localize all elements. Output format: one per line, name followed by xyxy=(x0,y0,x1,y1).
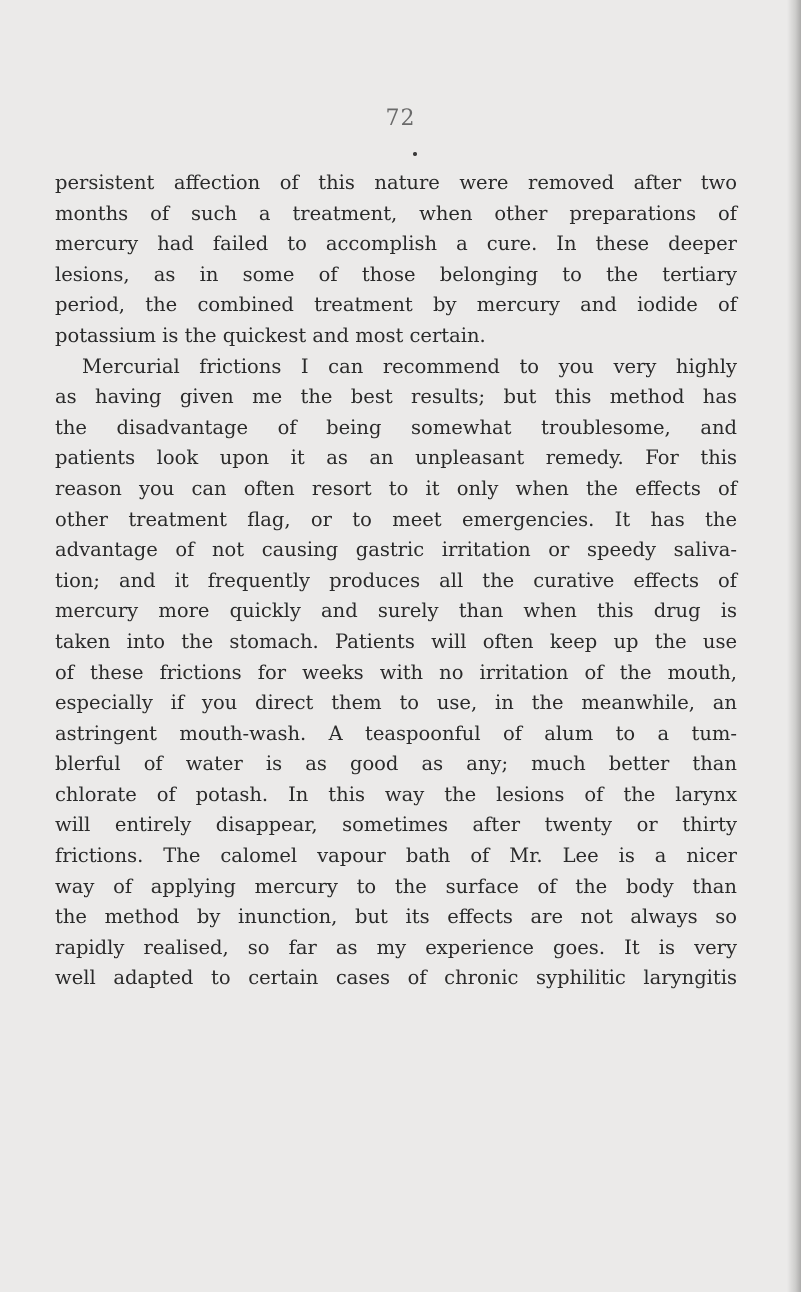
text-line: of these frictions for weeks with no irritation of the mouth, xyxy=(55,660,737,684)
text-line: blerful of water is as good as any; much better than xyxy=(55,752,737,776)
ink-dot xyxy=(413,152,417,156)
text-line: months of such a treatment, when other preparations of xyxy=(55,201,737,225)
page-number: 72 xyxy=(385,106,416,131)
text-line: will entirely disappear, sometimes after twenty or thirty xyxy=(55,813,737,837)
text-line: mercury more quickly and surely than when this drug is xyxy=(55,599,737,623)
text-line: lesions, as in some of those belonging to the tertiary xyxy=(55,262,737,286)
text-line: rapidly realised, so far as my experience goes. It is very xyxy=(55,935,737,959)
body-text xyxy=(55,168,737,994)
text-line: as having given me the best results; but this method has xyxy=(55,385,737,409)
text-line: way of applying mercury to the surface of the body than xyxy=(55,874,737,898)
text-line: persistent affection of this nature were removed after two xyxy=(55,171,737,194)
page-edge-shadow xyxy=(787,0,801,1292)
text-line: other treatment flag, or to meet emergencies. It has the xyxy=(55,507,737,531)
text-line: especially if you direct them to use, in the meanwhile, an xyxy=(55,691,737,715)
text-line: well adapted to certain cases of chronic syphilitic laryngitis xyxy=(55,966,737,990)
text-line: taken into the stomach. Patients will often keep up the use xyxy=(55,629,737,653)
text-line: frictions. The calomel vapour bath of Mr. Lee is a nicer xyxy=(55,844,737,868)
text-line: chlorate of potash. In this way the lesions of the larynx xyxy=(55,782,737,806)
text-line: the disadvantage of being somewhat troublesome, and xyxy=(55,415,737,439)
paragraph-start-line: Mercurial frictions I can recommend to you very highly xyxy=(82,354,737,378)
text-line: the method by inunction, but its effects are not always so xyxy=(55,905,737,929)
text-line: astringent mouth-wash. A teaspoonful of alum to a tum- xyxy=(55,721,737,745)
text-line: potassium is the quickest and most certain. xyxy=(55,323,486,347)
text-line: period, the combined treatment by mercury and iodide of xyxy=(55,293,737,317)
text-line: reason you can often resort to it only when the effects of xyxy=(55,476,737,500)
text-line: tion; and it frequently produces all the curative effects of xyxy=(55,568,737,592)
text-line: mercury had failed to accomplish a cure. In these deeper xyxy=(55,232,737,256)
text-line: patients look upon it as an unpleasant remedy. For this xyxy=(55,446,737,470)
text-line: advantage of not causing gastric irritation or speedy saliva- xyxy=(55,538,737,562)
